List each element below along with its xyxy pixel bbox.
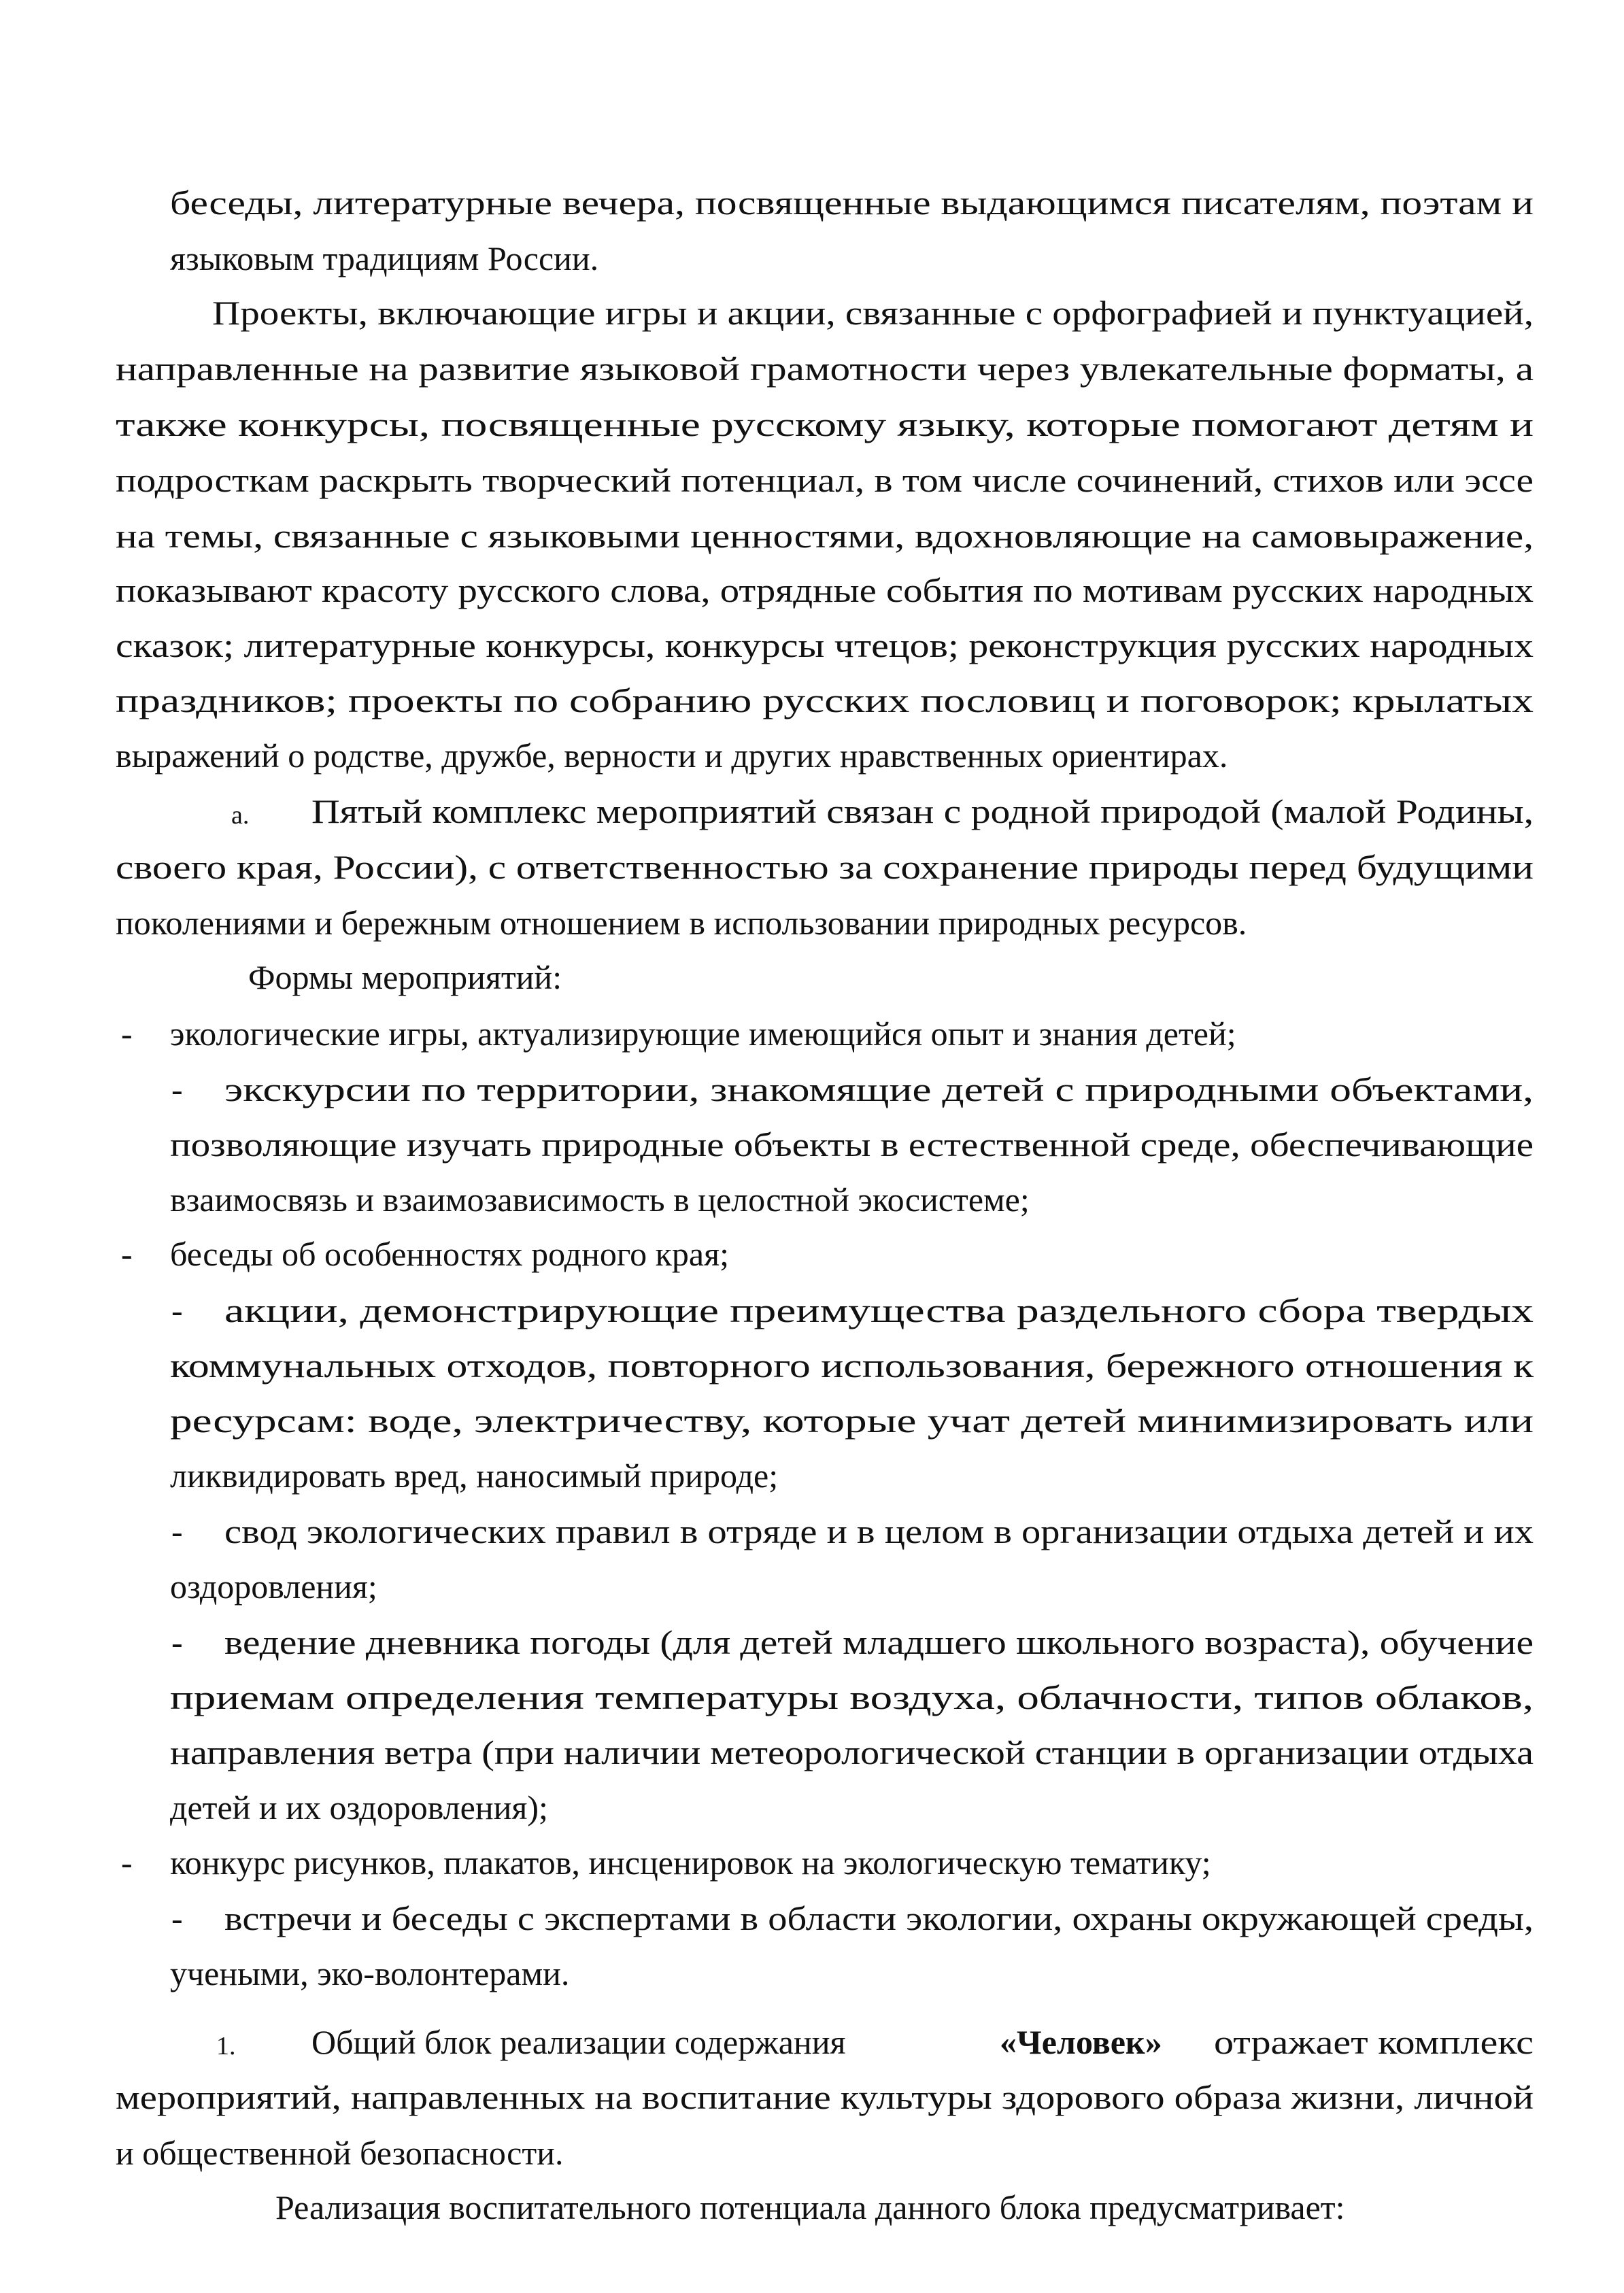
- bold-term: «Человек»: [1000, 2023, 1162, 2061]
- text-line: своего края, России), с ответственностью за сохранение природы перед будущими: [116, 848, 1534, 886]
- text-line: позволяющие изучать природные объекты в естественной среде, обеспечивающие: [170, 1125, 1534, 1164]
- text-line: Общий блок реализации содержания: [311, 2023, 846, 2061]
- text-line: подросткам раскрыть творческий потенциал, в том числе сочинений, стихов или эссе: [116, 461, 1534, 499]
- text-line: свод экологических правил в отряде и в целом в организации отдыха детей и их: [224, 1512, 1534, 1550]
- text-line: экологические игры, актуализирующие имеющийся опыт и знания детей;: [170, 1015, 1236, 1053]
- list-marker: -: [171, 1070, 183, 1108]
- text-line: Пятый комплекс мероприятий связан с родной природой (малой Родины,: [311, 792, 1534, 830]
- list-marker: -: [171, 1623, 183, 1661]
- text-line: Реализация воспитательного потенциала данного блока предусматривает:: [275, 2188, 1345, 2226]
- text-line: сказок; литературные конкурсы, конкурсы чтецов; реконструкция русских народных: [116, 626, 1534, 664]
- text-line: акции, демонстрирующие преимущества раздельного сбора твердых: [224, 1291, 1534, 1329]
- text-line: направленные на развитие языковой грамотности через увлекательные форматы, а: [116, 350, 1534, 388]
- text-line: праздников; проекты по собранию русских пословиц и поговорок; крылатых: [116, 681, 1534, 719]
- list-marker: -: [171, 1899, 183, 1937]
- text-line: приемам определения температуры воздуха, облачности, типов облаков,: [170, 1678, 1534, 1716]
- text-line: ведение дневника погоды (для детей младшего школьного возраста), обучение: [224, 1623, 1534, 1661]
- text-line: ликвидировать вред, наносимый природе;: [170, 1457, 779, 1495]
- text-line: ресурсам: воде, электричеству, которые учат детей минимизировать или: [170, 1402, 1534, 1440]
- text-line: экскурсии по территории, знакомящие детей с природными объектами,: [224, 1070, 1534, 1108]
- text-line: конкурс рисунков, плакатов, инсценировок на экологическую тематику;: [170, 1844, 1211, 1882]
- text-line: мероприятий, направленных на воспитание культуры здорового образа жизни, личной: [116, 2078, 1534, 2116]
- list-marker: -: [121, 1235, 133, 1273]
- text-line: Формы мероприятий:: [248, 958, 562, 996]
- text-line: встречи и беседы с экспертами в области экологии, охраны окружающей среды,: [224, 1899, 1534, 1937]
- text-line: на темы, связанные с языковыми ценностями, вдохновляющие на самовыражение,: [116, 517, 1534, 555]
- text-line: взаимосвязь и взаимозависимость в целостной экосистеме;: [170, 1181, 1030, 1219]
- text-line: языковым традициям России.: [170, 239, 599, 277]
- list-marker: -: [171, 1291, 183, 1329]
- text-line: выражений о родстве, дружбе, верности и других нравственных ориентирах.: [116, 736, 1228, 775]
- text-line: поколениями и бережным отношением в использовании природных ресурсов.: [116, 904, 1247, 942]
- text-line: направления ветра (при наличии метеорологической станции в организации отдыха: [170, 1733, 1534, 1771]
- text-line: показывают красоту русского слова, отрядные события по мотивам русских народных: [116, 571, 1534, 609]
- list-marker: 1.: [216, 2032, 236, 2060]
- text-line: коммунальных отходов, повторного использования, бережного отношения к: [170, 1346, 1534, 1385]
- list-marker: a.: [231, 801, 250, 830]
- list-marker: -: [171, 1512, 183, 1550]
- text-line: учеными, эко-волонтерами.: [170, 1954, 570, 1992]
- list-marker: -: [121, 1015, 133, 1053]
- text-line: и общественной безопасности.: [116, 2134, 564, 2172]
- text-line: беседы об особенностях родного края;: [170, 1235, 729, 1273]
- text-line: Проекты, включающие игры и акции, связанные с орфографией и пунктуацией,: [212, 294, 1534, 332]
- text-line: отражает комплекс: [1214, 2023, 1534, 2061]
- list-marker: -: [121, 1844, 133, 1882]
- text-line: оздоровления;: [170, 1567, 377, 1606]
- text-line: также конкурсы, посвященные русскому языку, которые помогают детям и: [116, 405, 1534, 443]
- text-line: беседы, литературные вечера, посвященные выдающимся писателям, поэтам и: [170, 184, 1534, 222]
- text-line: детей и их оздоровления);: [170, 1788, 548, 1827]
